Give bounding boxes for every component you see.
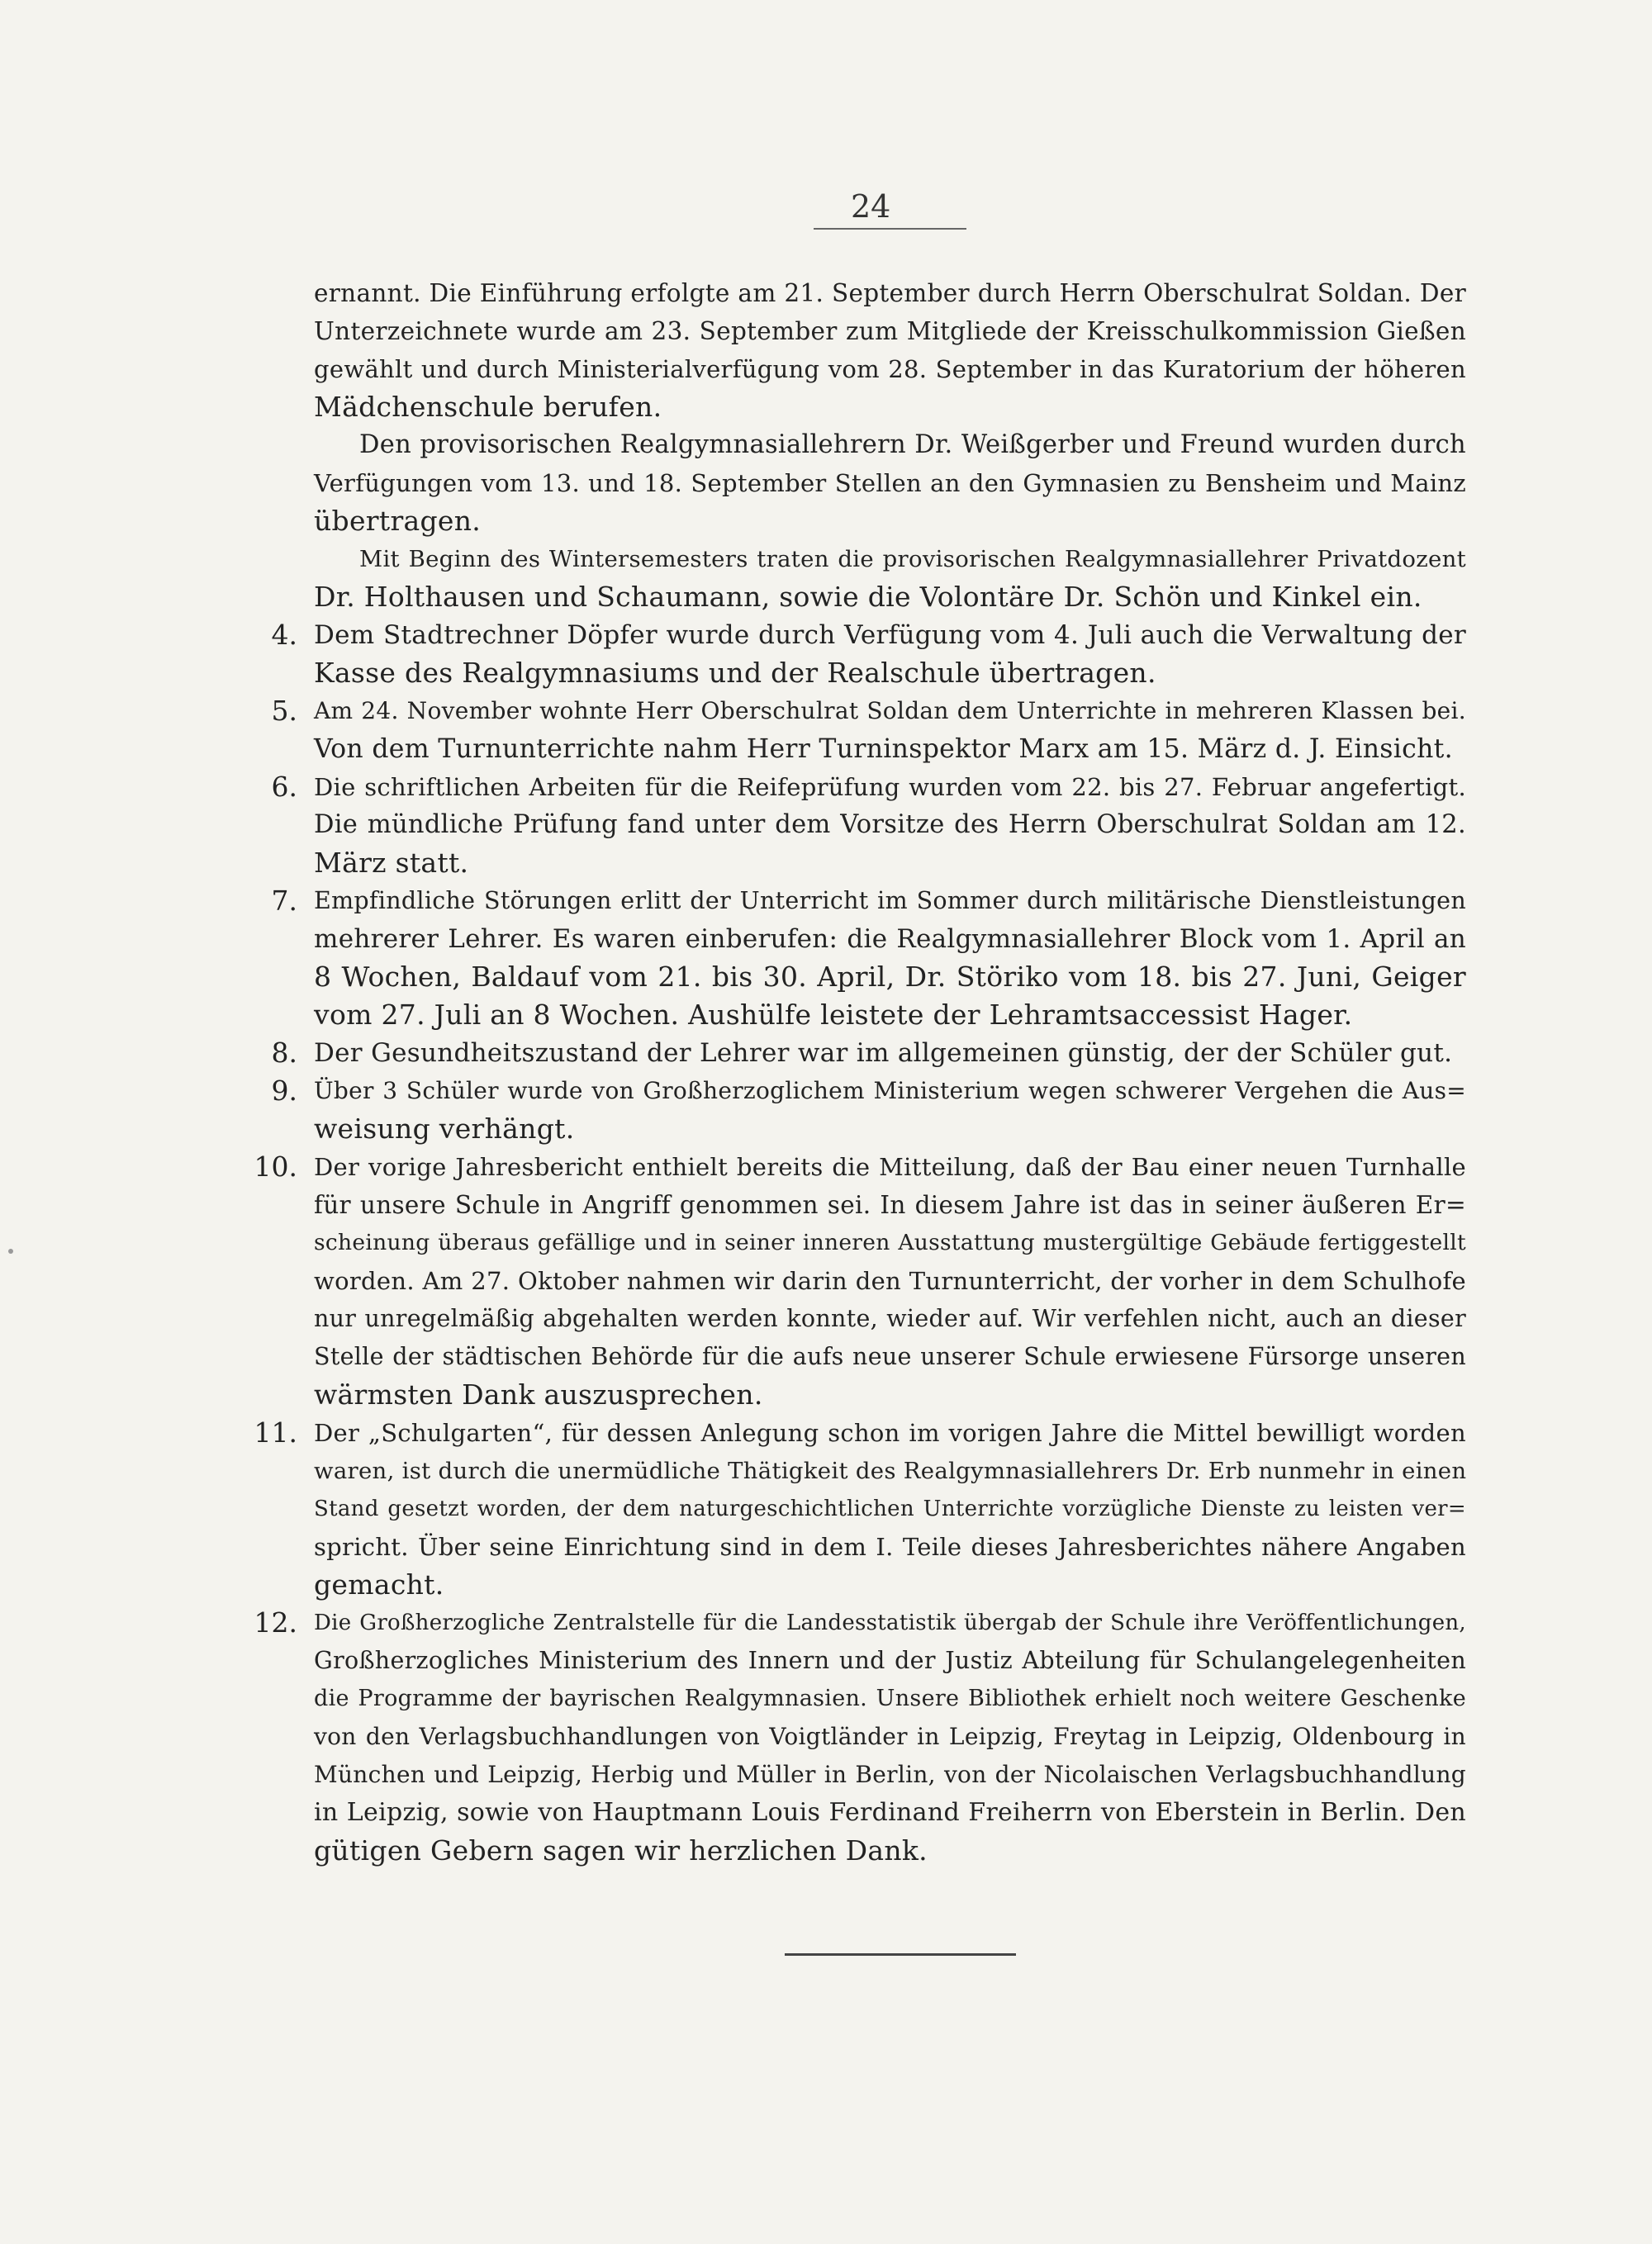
text-line: Verfügungen vom 13. und 18. September Stellen an den Gymnasien zu Bensheim und Mainz [314,469,1466,497]
item-number: 7. [271,885,297,917]
text-line: gemacht. [314,1568,444,1601]
item-number: 12. [254,1606,297,1639]
text-line: Mädchenschule berufen. [314,391,662,423]
text-line: Empfindliche Störungen erlitt der Unterricht im Sommer durch militärische Dienstleistungen [314,887,1466,914]
text-line: Kasse des Realgymnasiums und der Realschule übertragen. [314,657,1156,689]
margin-mark [8,1249,13,1254]
text-line: März statt. [314,847,469,879]
text-line: Unterzeichnete wurde am 23. September zum Mitgliede der Kreisschulkommission Gießen [314,317,1466,345]
item-number: 8. [271,1037,297,1069]
text-line: Die mündliche Prüfung fand unter dem Vorsitze des Herrn Oberschulrat Soldan am 12. [314,810,1466,839]
item-number: 9. [271,1075,297,1107]
text-line: Von dem Turnunterrichte nahm Herr Turninspektor Marx am 15. März d. J. Einsicht. [314,734,1453,764]
text-line: gewählt und durch Ministerialverfügung vom 28. September in das Kuratorium der höheren [314,355,1466,383]
item-number: 10. [254,1150,297,1183]
text-line: Stand gesetzt worden, der dem naturgeschichtlichen Unterrichte vorzügliche Dienste zu leisten ver= [314,1497,1466,1521]
page-number: 24 [851,188,891,225]
text-line: München und Leipzig, Herbig und Müller in Berlin, von der Nicolaischen Verlagsbuchhandlung [314,1761,1466,1788]
text-line: 8 Wochen, Baldauf vom 21. bis 30. April, Dr. Störiko vom 18. bis 27. Juni, Geiger [314,961,1466,993]
item-number: 6. [271,771,297,803]
header-rule [814,228,966,230]
text-line: Stelle der städtischen Behörde für die aufs neue unserer Schule erwiesene Fürsorge unseren [314,1343,1466,1370]
text-line: Den provisorischen Realgymnasiallehrern Dr. Weißgerber und Freund wurden durch [359,430,1466,459]
item-number: 5. [271,695,297,727]
text-line: Dr. Holthausen und Schaumann, sowie die Volontäre Dr. Schön und Kinkel ein. [314,581,1422,613]
text-line: weisung verhängt. [314,1113,575,1145]
text-line: scheinung überaus gefällige und in seiner inneren Ausstattung mustergültige Gebäude fertiggestellt [314,1230,1466,1255]
text-line: ernannt. Die Einführung erfolgte am 21. September durch Herrn Oberschulrat Soldan. Der [314,279,1466,307]
text-line: vom 27. Juli an 8 Wochen. Aushülfe leistete der Lehramtsaccessist Hager. [314,999,1353,1031]
text-line: worden. Am 27. Oktober nahmen wir darin den Turnunterricht, der vorher in dem Schulhofe [314,1267,1466,1295]
item-number: 11. [254,1416,297,1449]
text-line: Über 3 Schüler wurde von Großherzoglichem Ministerium wegen schwerer Vergehen die Aus= [314,1077,1466,1104]
text-line: Mit Beginn des Wintersemesters traten die provisorischen Realgymnasiallehrer Privatdozent [359,546,1466,572]
end-rule [785,1953,1016,1956]
text-line: Der vorige Jahresbericht enthielt bereits die Mitteilung, daß der Bau einer neuen Turnhalle [314,1153,1466,1181]
text-line: in Leipzig, sowie von Hauptmann Louis Ferdinand Freiherrn von Eberstein in Berlin. Den [314,1798,1466,1827]
item-number: 4. [271,619,297,651]
text-line: wärmsten Dank auszusprechen. [314,1378,763,1411]
text-line: mehrerer Lehrer. Es waren einberufen: die Realgymnasiallehrer Block vom 1. April an [314,924,1466,954]
text-line: spricht. Über seine Einrichtung sind in dem I. Teile dieses Jahresberichtes nähere Angaben [314,1533,1466,1561]
text-line: die Programme der bayrischen Realgymnasien. Unsere Bibliothek erhielt noch weitere Geschenke [314,1686,1466,1711]
text-line: Am 24. November wohnte Herr Oberschulrat Soldan dem Unterrichte in mehreren Klassen bei. [314,697,1466,724]
text-line: nur unregelmäßig abgehalten werden konnte, wieder auf. Wir verfehlen nicht, auch an dieser [314,1305,1466,1332]
text-line: Der „Schulgarten“, für dessen Anlegung schon im vorigen Jahre die Mittel bewilligt worden [314,1419,1466,1447]
text-line: Die schriftlichen Arbeiten für die Reifeprüfung wurden vom 22. bis 27. Februar angefertigt. [314,773,1466,801]
text-line: Großherzogliches Ministerium des Innern und der Justiz Abteilung für Schulangelegenheiten [314,1647,1466,1674]
text-line: von den Verlagsbuchhandlungen von Voigtländer in Leipzig, Freytag in Leipzig, Oldenbourg in [314,1723,1466,1750]
text-line: waren, ist durch die unermüdliche Thätigkeit des Realgymnasiallehrers Dr. Erb nunmehr in einen [314,1458,1467,1484]
text-line: Die Großherzogliche Zentralstelle für die Landesstatistik übergab der Schule ihre Veröffentlichungen, [314,1611,1466,1635]
text-line: Der Gesundheitszustand der Lehrer war im allgemeinen günstig, der der Schüler gut. [314,1038,1453,1068]
text-line: gütigen Gebern sagen wir herzlichen Dank. [314,1834,928,1867]
text-line: übertragen. [314,505,482,537]
text-line: für unsere Schule in Angriff genommen sei. In diesem Jahre ist das in seiner äußeren Er= [314,1191,1466,1219]
text-line: Dem Stadtrechner Döpfer wurde durch Verfügung vom 4. Juli auch die Verwaltung der [314,620,1466,650]
